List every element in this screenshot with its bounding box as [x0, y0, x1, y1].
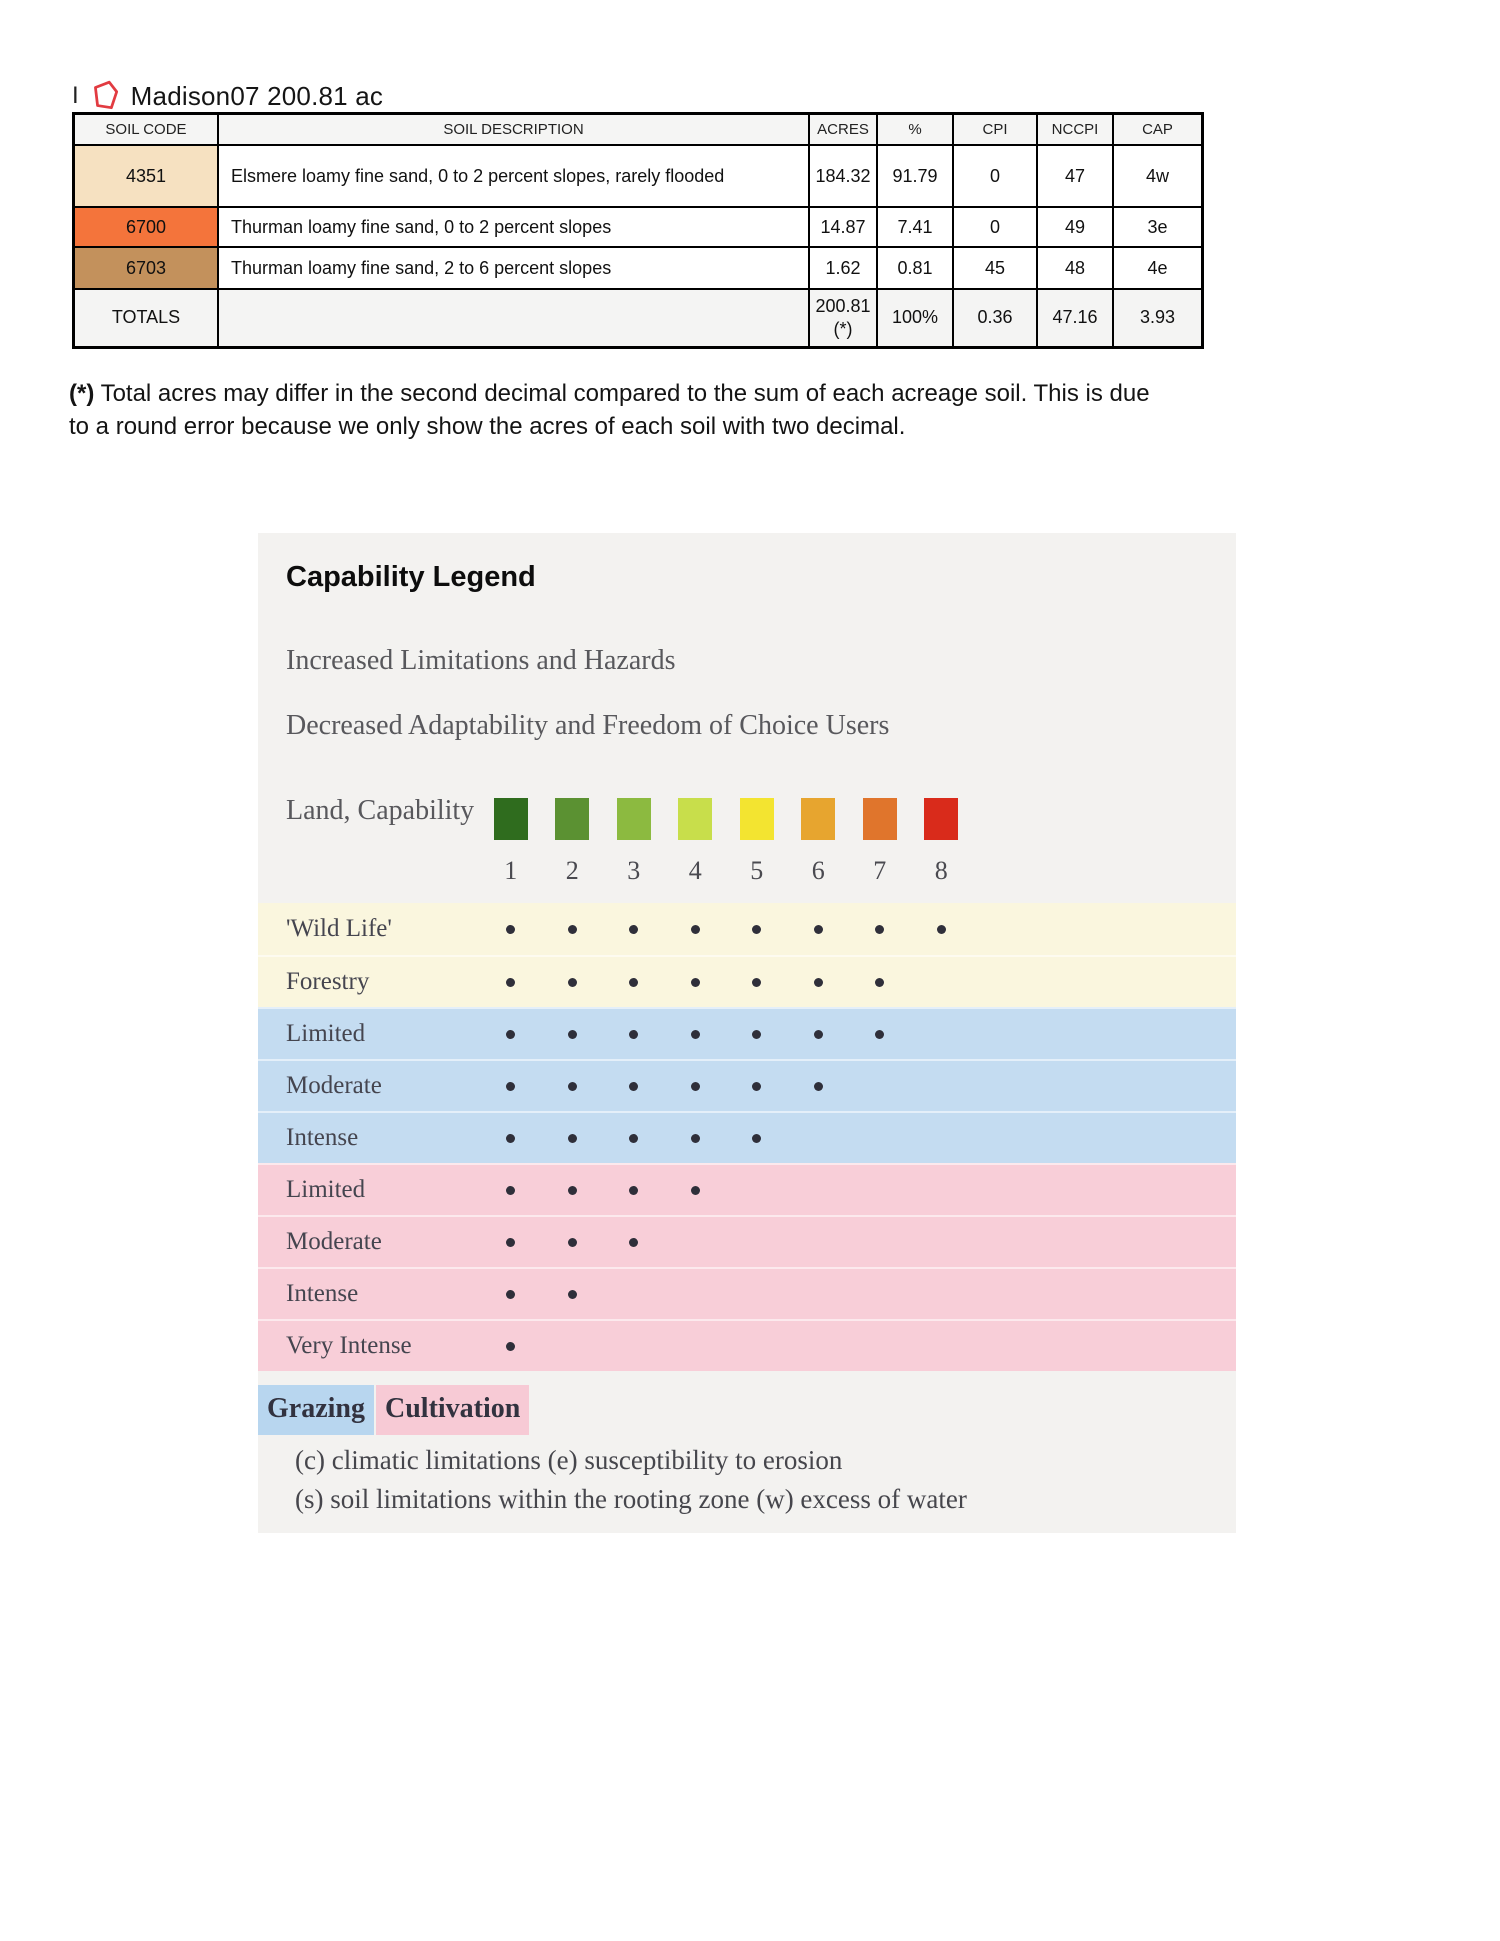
footnote-marker: (*): [69, 380, 95, 407]
legend-line-adaptability: Decreased Adaptability and Freedom of Choice Users: [286, 710, 890, 741]
dot-cell: [849, 903, 911, 955]
cpi-cell: 0: [953, 207, 1037, 247]
capability-class-7-swatch: [863, 798, 897, 840]
capability-dot: [691, 978, 700, 987]
soil-description-cell: Elsmere loamy fine sand, 0 to 2 percent slopes, rarely flooded: [218, 145, 809, 207]
capability-dot: [752, 925, 761, 934]
legend-line-limitations: Increased Limitations and Hazards: [286, 645, 676, 676]
capability-dot: [506, 1082, 515, 1091]
dot-cell: [480, 1008, 542, 1060]
capability-class-swatches: [480, 798, 972, 840]
capability-dot: [568, 1186, 577, 1195]
dot-cell: [480, 903, 542, 955]
capability-dot-grid: [480, 1216, 972, 1268]
nccpi-cell: 47: [1037, 145, 1113, 207]
capability-row-limited: [258, 1163, 1236, 1215]
capability-dot: [814, 1030, 823, 1039]
dot-cell: [542, 1164, 604, 1216]
dot-cell: [726, 1008, 788, 1060]
capability-dot: [752, 1134, 761, 1143]
capability-class-2-number: 2: [565, 856, 579, 885]
dot-cell: [542, 1060, 604, 1112]
dot-cell: [911, 1320, 973, 1372]
capability-dot: [629, 1186, 638, 1195]
dot-cell: [542, 1320, 604, 1372]
capability-dot: [814, 978, 823, 987]
dot-cell: [849, 1216, 911, 1268]
legend-notes: [295, 1441, 967, 1519]
capability-dot: [691, 1082, 700, 1091]
capability-dot-grid: [480, 1008, 972, 1060]
swatch-cell: [726, 798, 788, 840]
capability-dot: [814, 1082, 823, 1091]
soil-code-cell: 6703: [74, 247, 219, 289]
dot-cell: [542, 1112, 604, 1164]
capability-row-intense: [258, 1267, 1236, 1319]
dot-cell: [788, 956, 850, 1008]
capability-dot: [568, 1082, 577, 1091]
dot-cell: [603, 1320, 665, 1372]
capability-dot: [937, 925, 946, 934]
capability-dot: [875, 978, 884, 987]
capability-dot: [506, 978, 515, 987]
cap-cell: 3e: [1113, 207, 1203, 247]
totals-cap-cell: 3.93: [1113, 289, 1203, 347]
capability-class-5-number: 5: [750, 856, 764, 885]
capability-row-intense: [258, 1111, 1236, 1163]
dot-cell: [603, 1112, 665, 1164]
dot-cell: [849, 1320, 911, 1372]
nccpi-cell: 48: [1037, 247, 1113, 289]
dot-cell: [911, 1060, 973, 1112]
capability-dot-grid: [480, 1060, 972, 1112]
dot-cell: [726, 956, 788, 1008]
dot-cell: [726, 1268, 788, 1320]
swatch-cell: [788, 798, 850, 840]
capability-dot-grid: [480, 1164, 972, 1216]
capability-matrix: [258, 903, 1236, 1371]
column-header-soilcode: SOIL CODE: [74, 114, 219, 146]
dot-cell: [788, 1008, 850, 1060]
acres-cell: 1.62: [809, 247, 877, 289]
grazing-key-chip: Grazing: [258, 1385, 374, 1435]
capability-dot: [691, 1030, 700, 1039]
dot-cell: [665, 1268, 727, 1320]
column-header-cap: CAP: [1113, 114, 1203, 146]
capability-dot: [814, 925, 823, 934]
dot-cell: [788, 1060, 850, 1112]
cpi-cell: 0: [953, 145, 1037, 207]
header-prefix: I: [72, 82, 79, 109]
dot-cell: [911, 956, 973, 1008]
capability-dot: [506, 1186, 515, 1195]
column-header-: %: [877, 114, 953, 146]
soil-table-row: [74, 247, 1203, 289]
capability-row-moderate: [258, 1059, 1236, 1111]
capability-row-label: Very Intense: [286, 1332, 412, 1359]
dot-cell: [665, 1008, 727, 1060]
totals-acres-cell: 200.81(*): [809, 289, 877, 347]
capability-class-8-number: 8: [934, 856, 948, 885]
legend-key: [258, 1385, 529, 1435]
capability-dot: [568, 1030, 577, 1039]
percent-cell: 7.41: [877, 207, 953, 247]
dot-cell: [788, 1216, 850, 1268]
cultivation-key-chip: Cultivation: [376, 1385, 529, 1435]
capability-dot: [568, 1238, 577, 1247]
capability-row-limited: [258, 1007, 1236, 1059]
dot-cell: [849, 1268, 911, 1320]
dot-cell: [603, 1008, 665, 1060]
soil-table-row: [74, 145, 1203, 207]
soil-code-cell: 6700: [74, 207, 219, 247]
capability-row-label: 'Wild Life': [286, 915, 392, 942]
capability-dot: [629, 978, 638, 987]
swatch-cell: [849, 798, 911, 840]
percent-cell: 0.81: [877, 247, 953, 289]
dot-cell: [726, 903, 788, 955]
dot-cell: [542, 903, 604, 955]
capability-row-label: Moderate: [286, 1072, 382, 1099]
dot-cell: [726, 1216, 788, 1268]
capability-dot-grid: [480, 1320, 972, 1372]
dot-cell: [788, 1112, 850, 1164]
dot-cell: [665, 1164, 727, 1216]
dot-cell: [788, 903, 850, 955]
capability-row-label: Limited: [286, 1020, 366, 1047]
dot-cell: [480, 1164, 542, 1216]
dot-cell: [849, 1060, 911, 1112]
capability-dot-grid: [480, 956, 972, 1008]
totals-percent-cell: 100%: [877, 289, 953, 347]
cap-cell: 4e: [1113, 247, 1203, 289]
soil-table-row: [74, 207, 1203, 247]
dot-cell: [480, 1060, 542, 1112]
capability-dot: [506, 1030, 515, 1039]
capability-dot: [629, 925, 638, 934]
acres-cell: 14.87: [809, 207, 877, 247]
dot-cell: [480, 1112, 542, 1164]
dot-cell: [911, 1164, 973, 1216]
capability-dot: [752, 1030, 761, 1039]
capability-dot: [506, 1342, 515, 1351]
soil-description-cell: Thurman loamy fine sand, 0 to 2 percent slopes: [218, 207, 809, 247]
dot-cell: [542, 1216, 604, 1268]
dot-cell: [849, 1008, 911, 1060]
swatch-cell: [665, 798, 727, 840]
totals-description-cell: [218, 289, 809, 347]
capability-class-6-number: 6: [811, 856, 825, 885]
soil-table-totals-row: [74, 289, 1203, 347]
soil-code-cell: 4351: [74, 145, 219, 207]
capability-class-3-swatch: [617, 798, 651, 840]
capability-dot-grid: [480, 1268, 972, 1320]
percent-cell: 91.79: [877, 145, 953, 207]
capability-row-moderate: [258, 1215, 1236, 1267]
capability-row-label: Intense: [286, 1124, 359, 1151]
capability-row-label: Limited: [286, 1176, 366, 1203]
document-header: [72, 76, 383, 116]
capability-row-wild-life: [258, 903, 1236, 955]
dot-cell: [480, 1268, 542, 1320]
capability-row-label: Forestry: [286, 968, 370, 995]
dot-cell: [788, 1164, 850, 1216]
capability-class-numbers: [480, 856, 972, 886]
dot-cell: [603, 1164, 665, 1216]
swatch-cell: [603, 798, 665, 840]
totals-label-cell: TOTALS: [74, 289, 219, 347]
capability-dot: [875, 1030, 884, 1039]
capability-dot: [629, 1134, 638, 1143]
footnote-text: Total acres may differ in the second decimal compared to the sum of each acreage soil. This is due to a round error because we only show the acres of each soil with two decimal.: [69, 380, 1150, 441]
capability-class-1-number: 1: [504, 856, 518, 885]
dot-cell: [542, 956, 604, 1008]
capability-dot: [629, 1238, 638, 1247]
page-title: Madison07 200.81 ac: [130, 80, 384, 111]
column-header-soildescription: SOIL DESCRIPTION: [218, 114, 809, 146]
dot-cell: [603, 903, 665, 955]
capability-row-forestry: [258, 955, 1236, 1007]
capability-dot: [506, 1134, 515, 1143]
capability-dot: [506, 925, 515, 934]
dot-cell: [542, 1268, 604, 1320]
capability-class-2-swatch: [555, 798, 589, 840]
capability-class-5-swatch: [740, 798, 774, 840]
capability-row-very-intense: [258, 1319, 1236, 1371]
soil-table-header-row: [74, 114, 1203, 146]
dot-cell: [849, 1164, 911, 1216]
capability-dot: [691, 1134, 700, 1143]
capability-dot-grid: [480, 1112, 972, 1164]
capability-class-8-swatch: [924, 798, 958, 840]
capability-legend-title: Capability Legend: [286, 561, 536, 593]
capability-dot: [691, 1186, 700, 1195]
dot-cell: [603, 1268, 665, 1320]
legend-note-climatic: (c) climatic limitations (e) susceptibility to erosion: [295, 1445, 843, 1475]
dot-cell: [665, 903, 727, 955]
nccpi-cell: 49: [1037, 207, 1113, 247]
column-header-acres: ACRES: [809, 114, 877, 146]
capability-dot: [752, 978, 761, 987]
soil-table: [72, 112, 1204, 349]
dot-cell: [911, 1112, 973, 1164]
swatch-cell: [480, 798, 542, 840]
dot-cell: [911, 1216, 973, 1268]
capability-dot: [875, 925, 884, 934]
dot-cell: [849, 1112, 911, 1164]
capability-dot-grid: [480, 903, 972, 955]
dot-cell: [788, 1320, 850, 1372]
soil-table-header: [74, 114, 1203, 146]
dot-cell: [726, 1112, 788, 1164]
column-header-cpi: CPI: [953, 114, 1037, 146]
capability-legend-panel: [258, 533, 1236, 1533]
capability-class-4-number: 4: [688, 856, 702, 885]
dot-cell: [726, 1320, 788, 1372]
capability-dot: [568, 1290, 577, 1299]
column-header-nccpi: NCCPI: [1037, 114, 1113, 146]
capability-dot: [568, 978, 577, 987]
dot-cell: [603, 956, 665, 1008]
capability-dot: [506, 1290, 515, 1299]
dot-cell: [665, 1112, 727, 1164]
dot-cell: [603, 1060, 665, 1112]
dot-cell: [665, 1060, 727, 1112]
dot-cell: [480, 1320, 542, 1372]
capability-dot: [629, 1082, 638, 1091]
dot-cell: [665, 956, 727, 1008]
capability-class-4-swatch: [678, 798, 712, 840]
acres-cell: 184.32: [809, 145, 877, 207]
legend-note-soil: (s) soil limitations within the rooting zone (w) excess of water: [295, 1484, 967, 1515]
totals-nccpi-cell: 47.16: [1037, 289, 1113, 347]
dot-cell: [911, 1008, 973, 1060]
capability-dot: [568, 1134, 577, 1143]
dot-cell: [480, 956, 542, 1008]
capability-row-label: Moderate: [286, 1228, 382, 1255]
capability-class-1-swatch: [494, 798, 528, 840]
field-polygon-icon: [89, 79, 121, 113]
capability-class-3-number: 3: [627, 856, 641, 885]
capability-dot: [629, 1030, 638, 1039]
cap-cell: 4w: [1113, 145, 1203, 207]
land-capability-label: Land, Capability: [286, 795, 475, 826]
dot-cell: [480, 1216, 542, 1268]
acres-footnote: [69, 377, 1154, 443]
dot-cell: [911, 903, 973, 955]
dot-cell: [849, 956, 911, 1008]
dot-cell: [665, 1216, 727, 1268]
dot-cell: [665, 1320, 727, 1372]
dot-cell: [911, 1268, 973, 1320]
dot-cell: [542, 1008, 604, 1060]
capability-dot: [752, 1082, 761, 1091]
dot-cell: [788, 1268, 850, 1320]
cpi-cell: 45: [953, 247, 1037, 289]
capability-class-7-number: 7: [873, 856, 887, 885]
capability-dot: [506, 1238, 515, 1247]
capability-row-label: Intense: [286, 1280, 359, 1307]
swatch-cell: [542, 798, 604, 840]
totals-cpi-cell: 0.36: [953, 289, 1037, 347]
dot-cell: [726, 1060, 788, 1112]
dot-cell: [603, 1216, 665, 1268]
capability-class-6-swatch: [801, 798, 835, 840]
swatch-cell: [911, 798, 973, 840]
capability-dot: [691, 925, 700, 934]
capability-dot: [568, 925, 577, 934]
soil-description-cell: Thurman loamy fine sand, 2 to 6 percent slopes: [218, 247, 809, 289]
dot-cell: [726, 1164, 788, 1216]
